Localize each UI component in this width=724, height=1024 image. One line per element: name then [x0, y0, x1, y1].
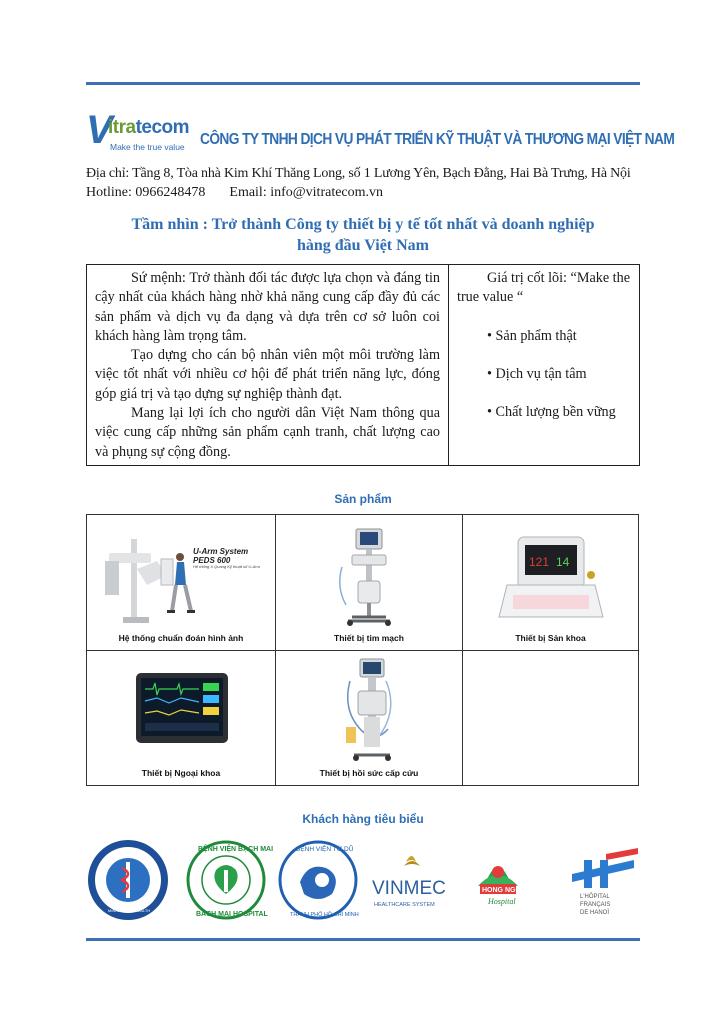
logo-wordmark: itratecom	[108, 117, 190, 138]
product-label: Thiết bị hồi sức cấp cứu	[319, 768, 419, 778]
email: Email: info@vitratecom.vn	[229, 185, 384, 200]
u-arm-title: U-Arm System PEDS 600	[193, 547, 249, 565]
products-grid	[86, 514, 639, 786]
clients-title: Khách hàng tiêu biểu	[302, 812, 424, 826]
product-label: Thiết bị Ngoại khoa	[141, 768, 221, 778]
product-cell-imaging	[87, 515, 276, 651]
svg-text:Hospital: Hospital	[488, 897, 516, 906]
bachmai-logo	[188, 842, 273, 918]
svg-text:MINISTRY OF HEALTH: MINISTRY OF HEALTH	[108, 908, 151, 913]
bottom-rule	[86, 938, 640, 941]
svg-text:14: 14	[556, 555, 570, 569]
vision-line-2: hàng đầu Việt Nam	[296, 237, 430, 254]
mission-paragraph: Sứ mệnh: Trở thành đối tác được lựa chọn và đáng tin cậy nhất của khách hàng nhờ khả năng cung cấp đầy đủ các sản phẩm và dịch vụ đa dạng và dựa trên cơ sở luôn coi khách hàng làm trọng tâm.	[95, 270, 440, 344]
core-value-item: • Dịch vụ tận tâm	[487, 365, 587, 382]
product-label: Thiết bị tim mạch	[334, 633, 404, 643]
company-name: CÔNG TY TNHH DỊCH VỤ PHÁT TRIỂN KỸ THUẬT VÀ THƯƠNG MẠI VIỆT NAM	[200, 131, 675, 148]
products-title: Sản phẩm	[334, 492, 392, 506]
core-values-column	[449, 265, 639, 465]
product-cell-surgical	[87, 651, 276, 785]
core-value-item: • Sản phẩm thật	[487, 327, 577, 344]
product-cell-obstetric	[463, 515, 638, 651]
vinmec-logo	[372, 856, 446, 908]
company-address: Địa chỉ: Tầng 8, Tòa nhà Kim Khí Thăng Long, số 1 Lương Yên, Bạch Đằng, Hai Bà Trưng, Hà Nội	[86, 166, 631, 181]
mission-column	[87, 265, 449, 465]
hfh-logo	[572, 848, 638, 916]
fetal-monitor-image	[463, 515, 639, 651]
svg-text:BỘ Y TẾ: BỘ Y TẾ	[116, 850, 140, 856]
svg-text:BACH MAI HOSPITAL: BACH MAI HOSPITAL	[196, 911, 268, 918]
ventilator-image	[276, 651, 463, 787]
vision-line-1: Tầm nhìn : Trở thành Công ty thiết bị y tế tốt nhất và doanh nghiệp	[131, 216, 595, 233]
mission-paragraph: Tạo dựng cho cán bộ nhân viên một môi trường làm việc tốt nhất với nhiều cơ hội để phát triển năng lực, đóng góp giá trị và tạo dựng sự nghiệp thành đạt.	[95, 347, 440, 402]
cardio-device-image	[276, 515, 463, 651]
u-arm-xray-image	[87, 515, 276, 651]
svg-text:HEALTHCARE SYSTEM: HEALTHCARE SYSTEM	[374, 902, 435, 908]
tudu-logo	[280, 842, 359, 918]
svg-text:BỆNH VIỆN BẠCH MAI: BỆNH VIỆN BẠCH MAI	[198, 846, 274, 853]
product-cell-icu	[276, 651, 463, 785]
product-cell-empty	[463, 651, 638, 785]
client-logos-strip	[86, 838, 640, 928]
svg-text:L'HÔPITAL: L'HÔPITAL	[580, 894, 610, 900]
core-value-item: • Chất lượng bền vững	[487, 404, 616, 421]
product-label: Hệ thống chuẩn đoán hình ảnh	[118, 633, 244, 643]
mission-values-table	[86, 264, 640, 466]
product-cell-cardio	[276, 515, 463, 651]
hotline: Hotline: 0966248478	[86, 185, 206, 200]
svg-text:DE HANOÏ: DE HANOÏ	[580, 910, 610, 916]
patient-monitor-image	[87, 651, 276, 787]
svg-text:FRANÇAIS: FRANÇAIS	[580, 902, 611, 908]
logo-v-letter: V	[86, 108, 113, 152]
core-values-intro: Giá trị cốt lõi: “Make the true value “	[457, 270, 631, 306]
svg-text:THÀNH PHỐ HỒ CHÍ MINH: THÀNH PHỐ HỒ CHÍ MINH	[290, 912, 359, 918]
mission-paragraph: Mang lại lợi ích cho người dân Việt Nam thông qua việc cung cấp những sản phẩm cạnh tranh, chất lượng cao và phụng sự cộng đồng.	[95, 405, 440, 460]
top-rule	[86, 82, 640, 85]
svg-text:BỆNH VIỆN TỪ DŨ: BỆNH VIỆN TỪ DŨ	[296, 846, 354, 853]
svg-text:HONG NGOC: HONG NGOC	[482, 887, 526, 894]
logo-tagline: Make the true value	[110, 142, 185, 152]
contact-line	[86, 185, 383, 201]
svg-text:VINMEC: VINMEC	[372, 878, 446, 899]
u-arm-subtitle: Hệ thống X Quang Kỹ thuật số U-Arm	[193, 564, 260, 569]
vision-statement	[86, 214, 640, 256]
client-logos	[86, 838, 640, 928]
hongngoc-logo	[478, 866, 526, 906]
product-label: Thiết bị Sản khoa	[515, 633, 586, 643]
svg-text:121: 121	[529, 555, 550, 569]
boyte-logo	[88, 840, 168, 920]
vitratecom-logo	[86, 108, 198, 158]
